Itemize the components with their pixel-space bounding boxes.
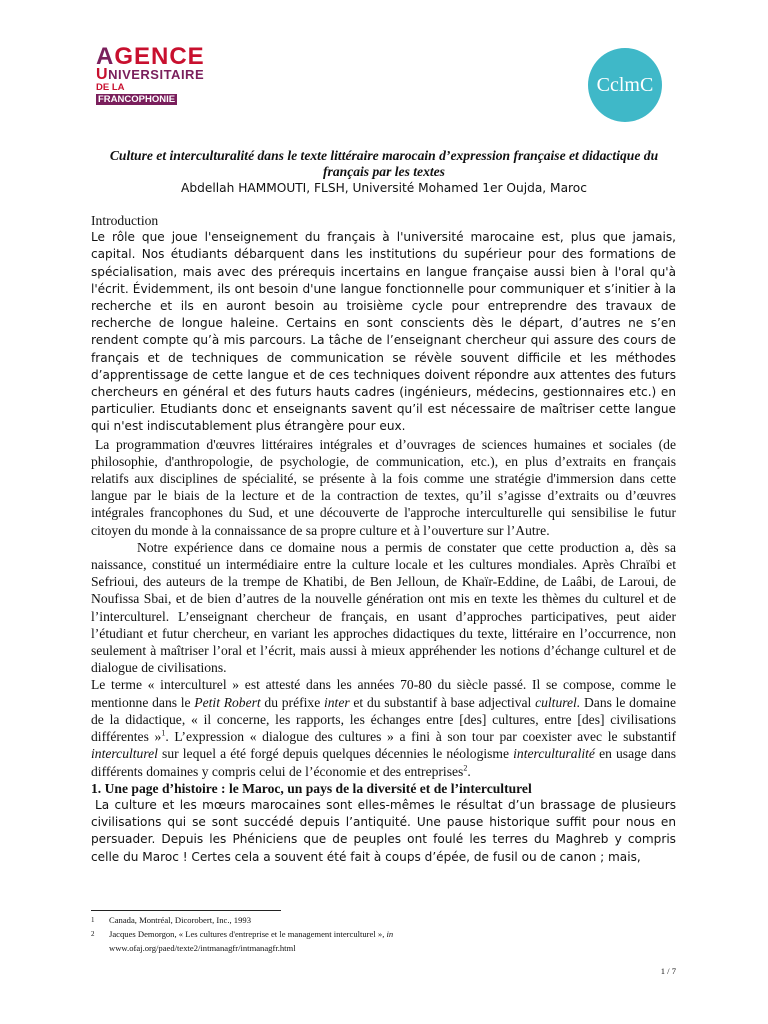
paragraph-1: Le rôle que joue l'enseignement du français à l'université marocaine est, plus que jamais, capital. Nos étudiants débarquent dans les institutions du supérieur pour des formations de spécialisation, mais avec des prérequis incertains en langue française aussi bien à l'oral qu'à l'écrit. Évidemment, ils ont besoin d'une langue fonctionnelle pour communiquer et s’initier à la recherche et ils en auront besoin au troisième cycle pour entreprendre des travaux de recherche de longue haleine. Certains en sont conscients dès le départ, d’autres ne s’en rendent compte qu’à mis parcours. La tâche de l’enseignant chercheur qui assure des cours de français et de techniques de communication se révèle souvent difficile et les méthodes d’apprentissage de cette langue et de ces techniques doivent répondre aux attentes des futurs chercheurs en général et des futurs hauts cadres (ingénieurs, médecins, gestionnaires etc.) en particulier. Etudiants donc et enseignants savent qu’il est nécessaire de maîtriser cette langue qui n'est indiscutablement plus étrangère pour eux. bbox=[91, 230, 676, 434]
page-number: 1 / 7 bbox=[660, 966, 676, 976]
footnote-2-url[interactable]: www.ofaj.org/paed/texte2/intmanagfr/intmanagfr.html bbox=[109, 943, 296, 953]
cclmc-logo bbox=[588, 48, 662, 122]
document-title: Culture et interculturalité dans le texte littéraire marocain d’expression française et didactique du français par les textes bbox=[109, 148, 659, 179]
paragraph-4: Le terme « interculturel » est attesté dans les années 70-80 du siècle passé. Il se compose, comme le mentionne dans le Petit Robert du préfixe inter et du substantif à base adjectival culturel. Dans le domaine de la didactique, « il concerne, les rapports, les échanges entre [des] cultures, entre [des] civilisations différentes »$^1$. L’expression « dialogue des cultures » a fini à son tour par coexister avec le substantif interculturel sur lequel a été forgé depuis quelques décennies le néologisme interculturalité en usage dans différents domaines y compris celui de l’économie et des entreprises$^2$. bbox=[91, 677, 677, 779]
footnote-divider bbox=[91, 910, 281, 911]
paragraph-5: La culture et les mœurs marocaines sont elles-mêmes le résultat d’un brassage de plusieurs civilisations qui se sont succédé depuis l’antiquité. Une pause historique suffit pour nous en persuader. Depuis les Phéniciens que de peuples ont foulé les terres du Maghreb y compris celle du Maroc ! Certes cela a souvent été fait à coups d’épée, de fusil ou de canon ; mais, bbox=[91, 797, 676, 864]
author-line: Abdellah HAMMOUTI, FLSH, Université Mohamed 1er Oujda, Maroc bbox=[181, 181, 587, 195]
document-body bbox=[91, 212, 676, 866]
auf-logo: AGENCE UNIVERSITAIRE DE LA FRANCOPHONIE bbox=[96, 43, 205, 105]
paragraph-3: Notre expérience dans ce domaine nous a permis de constater que cette production a, dès sa naissance, constitué un intermédiaire entre la culture locale et les cultures mondiales. Après Chraïbi et Sefrioui, des auteurs de la trempe de Khatibi, de Ben Jelloun, de Khaïr-Eddine, de Laâbi, de Laroui, de Noufissa Sbai, et de bien d’autres de la nouvelle génération ont mis en texte les thèmes du culturel et de l’interculturel. L’enseignant chercheur de français, en usant d’approches participatives, peut aider l’étudiant et futur chercheur, en variant les approches didactiques du texte, littéraire en l’occurrence, non seulement à maîtriser l’oral et l’écrit, mais aussi à mieux appréhender les notions d’échange culturel et de dialogue de civilisations. bbox=[91, 539, 676, 676]
cclmc-logo-text: CclmC bbox=[596, 73, 654, 96]
paragraph-2: La programmation d'œuvres littéraires intégrales et d’ouvrages de sciences humaines et sociales (de philosophie, d'anthropologie, de psychologie, de communication, etc.), en plus d’extraits en français relatifs aux disciplines de spécialité, se présente à la fois comme une stratégie d'immersion dans cette langue par le biais de la lecture et de la contraction de textes, qu’il s’agisse d’extraits ou d’œuvres intégrales francophones du Sud, et une découverte de l'approche interculturelle qui sensibilise le futur citoyen du monde à la connaissance de sa propre culture et à l’ouverture sur l’Autre. bbox=[91, 436, 676, 538]
section-1-heading: 1. Une page d’histoire : le Maroc, un pays de la diversité et de l’interculturel bbox=[91, 780, 532, 796]
footnote-ref-1[interactable]: 1 bbox=[161, 728, 166, 738]
intro-heading: Introduction bbox=[91, 213, 159, 228]
footnote-1: 1 Canada, Montréal, Dicorobert, Inc., 1993 bbox=[91, 915, 251, 925]
footnote-ref-2[interactable]: 2 bbox=[463, 762, 468, 772]
footnote-2: 2 Jacques Demorgon, « Les cultures d'entreprise et le management interculturel », in bbox=[91, 929, 394, 939]
